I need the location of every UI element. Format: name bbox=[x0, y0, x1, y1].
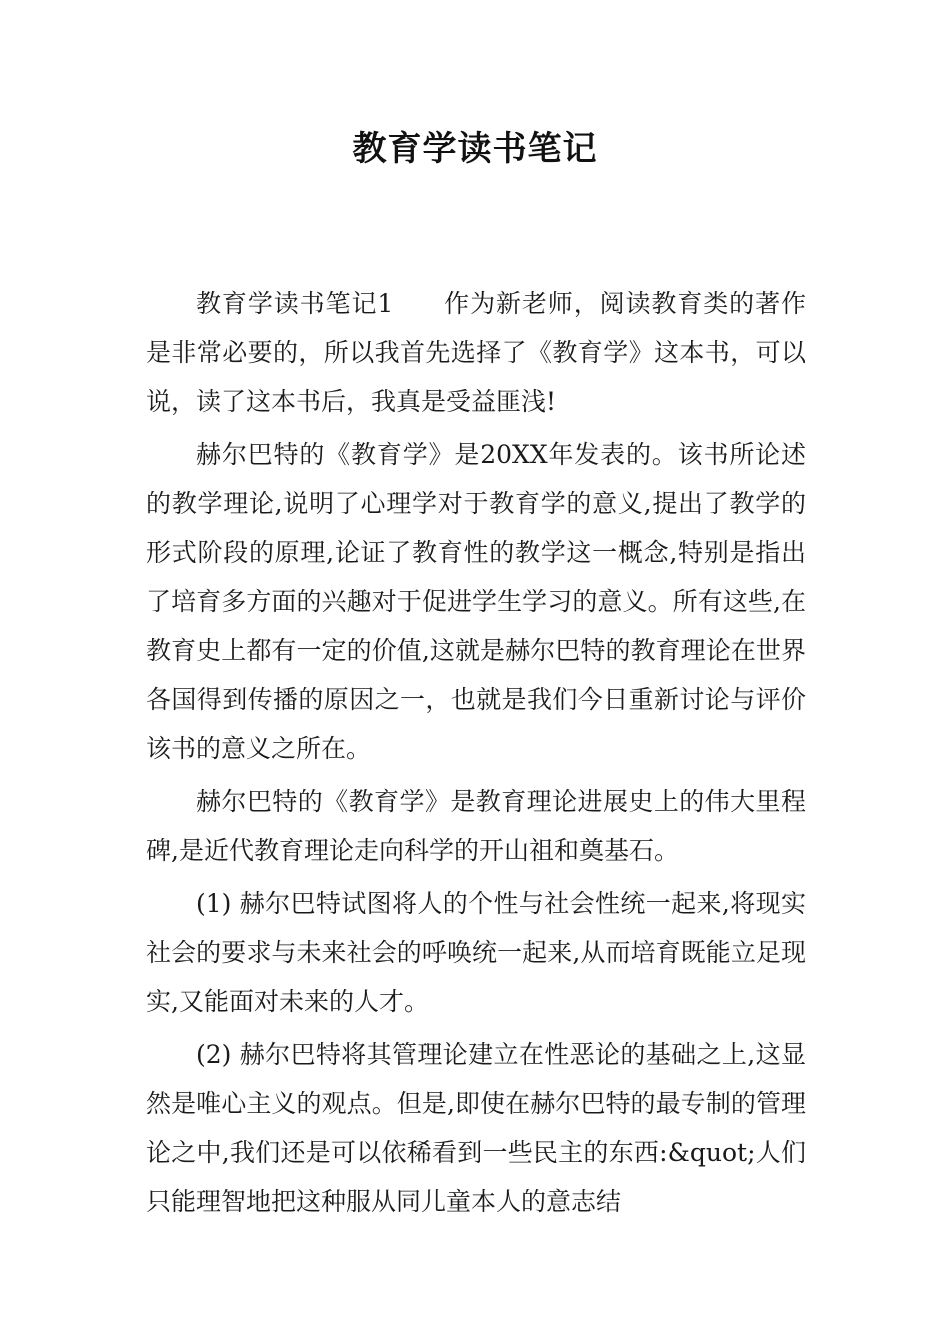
paragraph-intro bbox=[146, 279, 806, 426]
paragraph-lead: 教育学读书笔记1 bbox=[196, 289, 394, 318]
paragraph: (1) 赫尔巴特试图将人的个性与社会性统一起来,将现实社会的要求与未来社会的呼唤统一起来,从而培育既能立足现实,又能面对未来的人才。 bbox=[146, 889, 806, 1016]
paragraph: 赫尔巴特的《教育学》是教育理论进展史上的伟大里程碑,是近代教育理论走向科学的开山祖和奠基石。 bbox=[146, 787, 806, 865]
document-title: 教育学读书笔记 bbox=[352, 129, 598, 169]
document-body bbox=[146, 279, 806, 1230]
paragraph-text: 作为新老师，阅读教育类的著作是非常必要的，所以我首先选择了《教育学》这本书，可以说，读了这本书后，我真是受益匪浅! bbox=[146, 289, 806, 416]
paragraph: 赫尔巴特的《教育学》是20XX年发表的。该书所论述的教学理论,说明了心理学对于教育学的意义,提出了教学的形式阶段的原理,论证了教育性的教学这一概念,特别是指出了培育多方面的兴趣对于促进学生学习的意义。所有这些,在教育史上都有一定的价值,这就是赫尔巴特的教育理论在世界各国得到传播的原因之一，也就是我们今日重新讨论与评价该书的意义之所在。 bbox=[146, 440, 806, 763]
paragraph: (2) 赫尔巴特将其管理论建立在性恶论的基础之上,这显然是唯心主义的观点。但是,即使在赫尔巴特的最专制的管理论之中,我们还是可以依稀看到一些民主的东西:&quot;人们只能理智地把这种服从同儿童本人的意志结 bbox=[146, 1040, 806, 1216]
